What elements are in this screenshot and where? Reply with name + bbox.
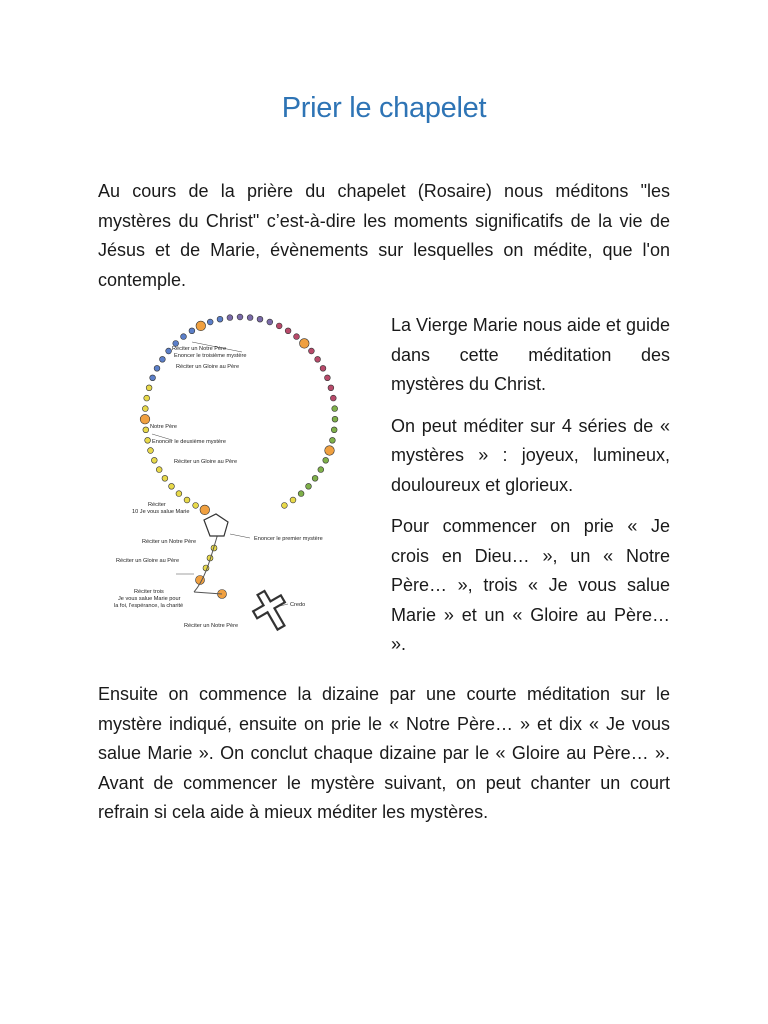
hail-mary-bead — [318, 467, 324, 473]
hail-mary-bead — [315, 356, 321, 362]
label-1: Réciter un Notre Père — [172, 346, 227, 352]
hail-mary-bead — [154, 365, 160, 371]
hail-mary-bead — [227, 315, 233, 321]
our-father-bead — [200, 505, 210, 515]
hail-mary-bead — [151, 457, 157, 463]
label-9: Enoncer le premier mystère — [254, 536, 323, 542]
hail-mary-bead — [247, 315, 253, 321]
label-13: Je vous salue Marie pour — [118, 596, 181, 602]
hail-mary-bead — [145, 437, 151, 443]
hail-mary-bead — [156, 467, 162, 473]
label-14: la foi, l'espérance, la charité — [114, 603, 184, 609]
label-3: Réciter un Gloire au Père — [176, 364, 240, 370]
medal-shape — [204, 514, 228, 536]
hail-mary-bead — [330, 395, 336, 401]
hail-mary-bead — [181, 334, 187, 340]
rosary-illustration — [112, 312, 352, 642]
hail-mary-bead — [193, 503, 199, 509]
hail-mary-bead — [330, 437, 336, 443]
hail-mary-bead — [325, 375, 331, 381]
hail-mary-bead — [169, 483, 175, 489]
label-10: Réciter un Notre Père — [142, 539, 197, 545]
label-16: Réciter un Notre Père — [184, 623, 239, 629]
label-5: Enoncer le deuxième mystère — [152, 439, 226, 445]
hail-mary-bead — [282, 503, 288, 509]
hail-mary-bead — [207, 319, 213, 325]
hail-mary-bead — [189, 328, 195, 334]
hail-mary-bead — [148, 448, 154, 454]
hail-mary-bead — [312, 475, 318, 481]
label-2: Enoncer le troisième mystère — [174, 353, 247, 359]
hail-mary-bead — [176, 491, 182, 497]
hail-mary-bead — [290, 497, 296, 503]
hail-mary-bead — [217, 316, 223, 322]
hail-mary-bead — [160, 356, 166, 362]
hail-mary-bead — [285, 328, 291, 334]
hail-mary-bead — [294, 334, 300, 340]
side-paragraph-1: La Vierge Marie nous aide et guide dans cette méditation des mystères du Christ. — [391, 315, 670, 394]
label-4: Notre Père — [150, 424, 178, 430]
label-11: Réciter un Gloire au Père — [116, 558, 180, 564]
label-6: Réciter un Gloire au Père — [174, 459, 238, 465]
side-paragraph-2: On peut méditer sur 4 séries de « mystères » : joyeux, lumineux, douloureux et glorieux. — [391, 415, 670, 495]
hail-mary-bead — [320, 365, 326, 371]
hail-mary-bead — [184, 497, 190, 503]
intro-paragraph: Au cours de la prière du chapelet (Rosaire) nous méditons "les mystères du Christ" c’est-à-dire les moments significatifs de la vie de Jésus et de Marie, évènements sur lesquelles on médite, que l'on contemple. — [98, 181, 670, 290]
our-father-bead — [325, 446, 335, 456]
side-text-column — [391, 311, 670, 672]
cross-icon — [247, 585, 295, 636]
label-12: Réciter trois — [134, 589, 164, 595]
hail-mary-bead — [332, 406, 338, 412]
hail-mary-bead — [146, 385, 152, 391]
hail-mary-bead — [267, 319, 273, 325]
hail-mary-bead — [257, 316, 263, 322]
hail-mary-bead — [144, 395, 150, 401]
rosary-diagram — [112, 312, 352, 642]
hail-mary-bead — [143, 427, 149, 433]
page-title: Prier le chapelet — [281, 92, 487, 124]
hail-mary-bead — [309, 348, 315, 354]
hail-mary-bead — [323, 457, 329, 463]
hail-mary-bead — [237, 314, 243, 320]
side-paragraph-3: Pour commencer on prie « Je crois en Dieu… », un « Notre Père… », trois « Je vous salue Marie » et un « Gloire au Père… ». — [391, 516, 670, 654]
closing-paragraph: Ensuite on commence la dizaine par une courte méditation sur le mystère indiqué, ensuite on prie le « Notre Père… » et dix « Je vous salue Marie ». On conclut chaque dizaine par le « Gloire au Père… ». Avant de commencer le mystère suivant, on peut chanter un court refrain si cela aide à mieux méditer les mystères. — [98, 684, 670, 822]
hail-mary-bead — [150, 375, 156, 381]
label-8: 10 Je vous salue Marie — [132, 509, 190, 515]
hail-mary-bead — [298, 491, 304, 497]
hail-mary-bead — [162, 475, 168, 481]
label-15: Credo — [290, 602, 306, 608]
our-father-bead — [300, 339, 310, 349]
hail-mary-bead — [166, 348, 172, 354]
label-7: Réciter — [148, 502, 166, 508]
our-father-bead — [196, 321, 206, 331]
hail-mary-bead — [331, 427, 337, 433]
hail-mary-bead — [332, 416, 338, 422]
our-father-bead — [140, 414, 150, 424]
hail-mary-bead — [328, 385, 334, 391]
hail-mary-bead — [306, 483, 312, 489]
hail-mary-bead — [142, 406, 148, 412]
hail-mary-bead — [276, 323, 282, 329]
